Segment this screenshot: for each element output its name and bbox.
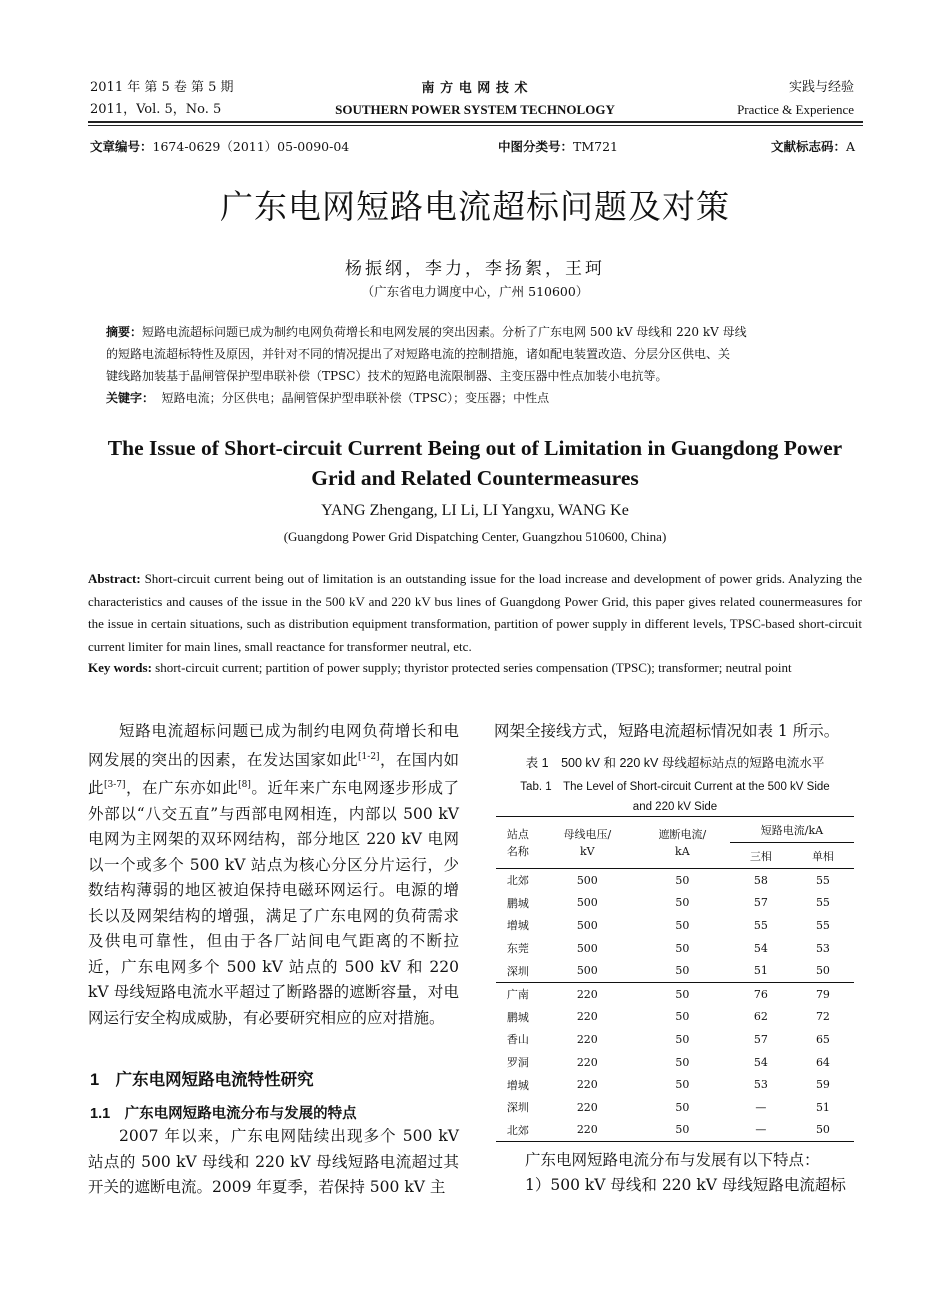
keywords-en-text: short-circuit current; partition of power supply; thyristor protected series compensation (TPSC); transformer; neutral point bbox=[155, 660, 792, 675]
table-cell: 500 bbox=[576, 941, 598, 955]
abstract-zh bbox=[106, 321, 866, 409]
clc-value: TM721 bbox=[573, 139, 619, 154]
table-row bbox=[496, 892, 854, 915]
th-station-2: 名称 bbox=[506, 844, 529, 858]
table-cell: — bbox=[755, 1123, 767, 1137]
citation-1: [1-2] bbox=[358, 751, 380, 762]
table-cell: 55 bbox=[815, 873, 830, 887]
short-circuit-table bbox=[496, 816, 854, 1142]
p1-text-b: ，在国内如此 bbox=[88, 750, 459, 798]
table-caption-en-line-2: and 220 kV Side bbox=[632, 801, 718, 813]
table-row bbox=[496, 1119, 854, 1142]
article-number-value: 1674-0629（2011）05-0090-04 bbox=[152, 139, 350, 154]
th-station bbox=[496, 817, 540, 869]
journal-volume: 2011，Vol. 5，No. 5 bbox=[90, 102, 222, 117]
table-cell: 57 bbox=[753, 896, 768, 910]
table-cell: 54 bbox=[753, 1055, 768, 1069]
table-cell: 罗洞 bbox=[506, 1056, 529, 1070]
th-station-1: 站点 bbox=[506, 827, 529, 841]
table-cell: 50 bbox=[815, 1123, 830, 1137]
table-cell: 鹏城 bbox=[506, 1010, 529, 1024]
table-cell: — bbox=[755, 1100, 767, 1114]
doc-code-value: A bbox=[845, 139, 855, 154]
table-cell: 220 bbox=[576, 987, 598, 1001]
table-cell: 64 bbox=[815, 1055, 830, 1069]
body-right-paragraph-2: 1）500 kV 母线和 220 kV 母线短路电流超标 bbox=[525, 1176, 846, 1194]
table-cell: 北郊 bbox=[506, 1123, 529, 1137]
doc-code bbox=[771, 139, 855, 155]
header-rule-thin bbox=[88, 125, 863, 126]
th-three-phase: 三相 bbox=[730, 843, 792, 869]
table-cell: 深圳 bbox=[506, 1101, 529, 1115]
body-right-paragraph-0: 网架全接线方式，短路电流超标情况如表 1 所示。 bbox=[494, 722, 840, 740]
clc-label: 中图分类号： bbox=[498, 139, 574, 154]
table-caption-en bbox=[494, 777, 856, 817]
doc-code-label: 文献标志码： bbox=[770, 139, 846, 154]
keywords-en-label: Key words: bbox=[88, 660, 152, 675]
abstract-zh-line-1 bbox=[106, 321, 866, 343]
affiliation-zh: （广东省电力调度中心，广州 510600） bbox=[361, 284, 589, 299]
table-cell: 北郊 bbox=[506, 874, 529, 888]
title-en-line-1: The Issue of Short-circuit Current Being out of Limitation in Guangdong Power bbox=[107, 436, 843, 460]
section-name-en: Practice & Experience bbox=[737, 102, 854, 117]
table-group-220kv bbox=[496, 982, 854, 1141]
table-cell: 增城 bbox=[506, 919, 529, 933]
th-voltage-2: kV bbox=[580, 844, 595, 858]
table-cell: 50 bbox=[675, 1055, 690, 1069]
p1-text-a: 短路电流超标问题已成为制约电网负荷增长和电网发展的突出的因素，在发达国家如此 bbox=[88, 722, 459, 769]
table-cell: 50 bbox=[675, 918, 690, 932]
table-cell: 51 bbox=[815, 1100, 830, 1114]
section-name-zh: 实践与经验 bbox=[788, 80, 854, 95]
th-breaking bbox=[635, 817, 730, 869]
th-breaking-2: kA bbox=[675, 844, 690, 858]
th-breaking-1: 遮断电流/ bbox=[658, 827, 707, 841]
table-cell: 50 bbox=[675, 987, 690, 1001]
table-cell: 广南 bbox=[506, 988, 529, 1002]
keywords-zh-label: 关键字： bbox=[106, 391, 155, 405]
table-cell: 76 bbox=[753, 987, 768, 1001]
abstract-zh-line-2: 的短路电流超标特性及原因，并针对不同的情况提出了对短路电流的控制措施，诸如配电装置改造、分层分区供电、关 bbox=[106, 347, 731, 361]
table-cell: 50 bbox=[675, 1078, 690, 1092]
table-row bbox=[496, 959, 854, 982]
table-cell: 50 bbox=[815, 964, 830, 978]
table-row bbox=[496, 1006, 854, 1029]
abstract-en-label: Abstract: bbox=[88, 571, 141, 586]
table-cell: 东莞 bbox=[506, 942, 529, 956]
table-row bbox=[496, 937, 854, 960]
keywords-en bbox=[88, 657, 862, 680]
table-row bbox=[496, 1073, 854, 1096]
table-row bbox=[496, 982, 854, 1005]
table-cell: 220 bbox=[576, 1078, 598, 1092]
table-cell: 50 bbox=[675, 1100, 690, 1114]
table-row bbox=[496, 869, 854, 892]
table-cell: 50 bbox=[675, 941, 690, 955]
table-cell: 深圳 bbox=[506, 964, 529, 978]
p1-text-d: 。近年来广东电网逐步形成了外部以“八交五直”与西部电网相连，内部以 500 kV 电网为主网架的双环网结构，部分地区 220 kV 电网以一个或多个 500 kV 站点为核心分区分片运行，少数结构薄弱的地区被迫保持电磁环网运行。电源的增长以及网架结构的增强，满足了广东电网的负荷需求及供电可靠性，但由于各厂站间电气距离的不断拉近，广东电网多个 500 kV 站点的 500 kV 和 220 kV 母线短路电流水平超过了断路器的遮断容量，对电网运行安全构成威胁，有必要研究相应的应对措施。 bbox=[88, 779, 459, 1027]
section-heading-1-1: 1.1 广东电网短路电流分布与发展的特点 bbox=[90, 1106, 357, 1122]
table-cell: 50 bbox=[675, 873, 690, 887]
authors-zh: 杨振纲，李力，李扬絮，王珂 bbox=[345, 259, 605, 279]
body-paragraph-1 bbox=[88, 719, 459, 1031]
table-cell: 增城 bbox=[506, 1078, 529, 1092]
table-cell: 220 bbox=[576, 1032, 598, 1046]
table-cell: 50 bbox=[675, 964, 690, 978]
table-cell: 鹏城 bbox=[506, 896, 529, 910]
table-cell: 50 bbox=[675, 1032, 690, 1046]
body-paragraph-2: 2007 年以来，广东电网陆续出现多个 500 kV 站点的 500 kV 母线和 220 kV 母线短路电流超过其开关的遮断电流。2009 年夏季，若保持 500 kV 主 bbox=[88, 1127, 459, 1196]
journal-name-en: SOUTHERN POWER SYSTEM TECHNOLOGY bbox=[335, 102, 615, 117]
section-heading-1: 1 广东电网短路电流特性研究 bbox=[90, 1071, 314, 1089]
article-number bbox=[90, 139, 349, 155]
table-cell: 79 bbox=[815, 987, 830, 1001]
abstract-zh-text-1: 短路电流超标问题已成为制约电网负荷增长和电网发展的突出因素。分析了广东电网 500 kV 母线和 220 kV 母线 bbox=[142, 325, 747, 339]
table-row bbox=[496, 1051, 854, 1074]
abstract-zh-line-3: 键线路加装基于晶闸管保护型串联补偿（TPSC）技术的短路电流限制器、主变压器中性点加装小电抗等。 bbox=[106, 369, 668, 383]
table-cell: 50 bbox=[675, 1123, 690, 1137]
table-cell: 55 bbox=[815, 918, 830, 932]
abstract-zh-label: 摘要： bbox=[106, 325, 143, 339]
table-cell: 500 bbox=[576, 896, 598, 910]
table-group-500kv bbox=[496, 869, 854, 983]
body-right-paragraph-1: 广东电网短路电流分布与发展有以下特点： bbox=[525, 1151, 820, 1169]
title-en bbox=[60, 433, 890, 493]
header-rule-thick bbox=[88, 121, 863, 123]
table-cell: 54 bbox=[753, 941, 768, 955]
table-cell: 220 bbox=[576, 1055, 598, 1069]
th-single-phase: 单相 bbox=[792, 843, 854, 869]
table-cell: 500 bbox=[576, 918, 598, 932]
table-cell: 50 bbox=[675, 1010, 690, 1024]
journal-name-zh: 南 方 电 网 技 术 bbox=[421, 80, 529, 95]
table-cell: 香山 bbox=[506, 1033, 529, 1047]
table-row bbox=[496, 914, 854, 937]
table-cell: 55 bbox=[753, 918, 768, 932]
title-en-line-2: Grid and Related Countermeasures bbox=[311, 466, 639, 490]
table-cell: 53 bbox=[753, 1078, 768, 1092]
table-cell: 220 bbox=[576, 1010, 598, 1024]
table-cell: 500 bbox=[576, 873, 598, 887]
table-cell: 62 bbox=[753, 1010, 768, 1024]
table-cell: 500 bbox=[576, 964, 598, 978]
th-voltage bbox=[540, 817, 635, 869]
table-caption-zh: 表 1 500 kV 和 220 kV 母线超标站点的短路电流水平 bbox=[525, 756, 825, 770]
table-cell: 51 bbox=[753, 964, 768, 978]
title-zh: 广东电网短路电流超标问题及对策 bbox=[220, 188, 730, 225]
citation-3: [8] bbox=[238, 780, 251, 791]
authors-en: YANG Zhengang, LI Li, LI Yangxu, WANG Ke bbox=[321, 502, 629, 519]
table-cell: 72 bbox=[815, 1010, 830, 1024]
journal-issue: 2011 年 第 5 卷 第 5 期 bbox=[90, 80, 234, 95]
affiliation-en: (Guangdong Power Grid Dispatching Center, Guangzhou 510600, China) bbox=[283, 529, 667, 544]
th-voltage-1: 母线电压/ bbox=[563, 827, 612, 841]
abstract-en bbox=[88, 568, 862, 658]
table-caption-en-line-1: Tab. 1 The Level of Short-circuit Current at the 500 kV Side bbox=[520, 781, 830, 793]
table-cell: 57 bbox=[753, 1032, 768, 1046]
keywords-zh bbox=[106, 387, 866, 409]
clc-number bbox=[498, 139, 618, 155]
table-cell: 50 bbox=[675, 896, 690, 910]
table-cell: 65 bbox=[815, 1032, 830, 1046]
table-cell: 58 bbox=[753, 873, 768, 887]
keywords-zh-text: 短路电流；分区供电；晶闸管保护型串联补偿（TPSC）；变压器；中性点 bbox=[161, 391, 550, 405]
table-cell: 59 bbox=[815, 1078, 830, 1092]
table-row bbox=[496, 1028, 854, 1051]
p1-text-c: ，在广东亦如此 bbox=[125, 779, 239, 798]
table-cell: 220 bbox=[576, 1123, 598, 1137]
table-cell: 53 bbox=[815, 941, 830, 955]
article-number-label: 文章编号： bbox=[90, 139, 153, 154]
table-cell: 55 bbox=[815, 896, 830, 910]
table-row bbox=[496, 1096, 854, 1119]
table-cell: 220 bbox=[576, 1100, 598, 1114]
citation-2: [3-7] bbox=[104, 780, 126, 791]
abstract-en-text: Short-circuit current being out of limitation is an outstanding issue for the load increase and development of power grids. Analyzing the characteristics and causes of the issue in the 500 kV and 220 kV bus lines of Guangdong Power Grid, this paper gives related counermeasures for the issue in certain situations, such as distribution equipment transformation, partition of power supply in different levels, TPSC-based short-circuit current limiter for main lines, small reactance for transformer neutral, etc. bbox=[88, 571, 863, 654]
th-short-circuit: 短路电流/kA bbox=[730, 817, 854, 843]
